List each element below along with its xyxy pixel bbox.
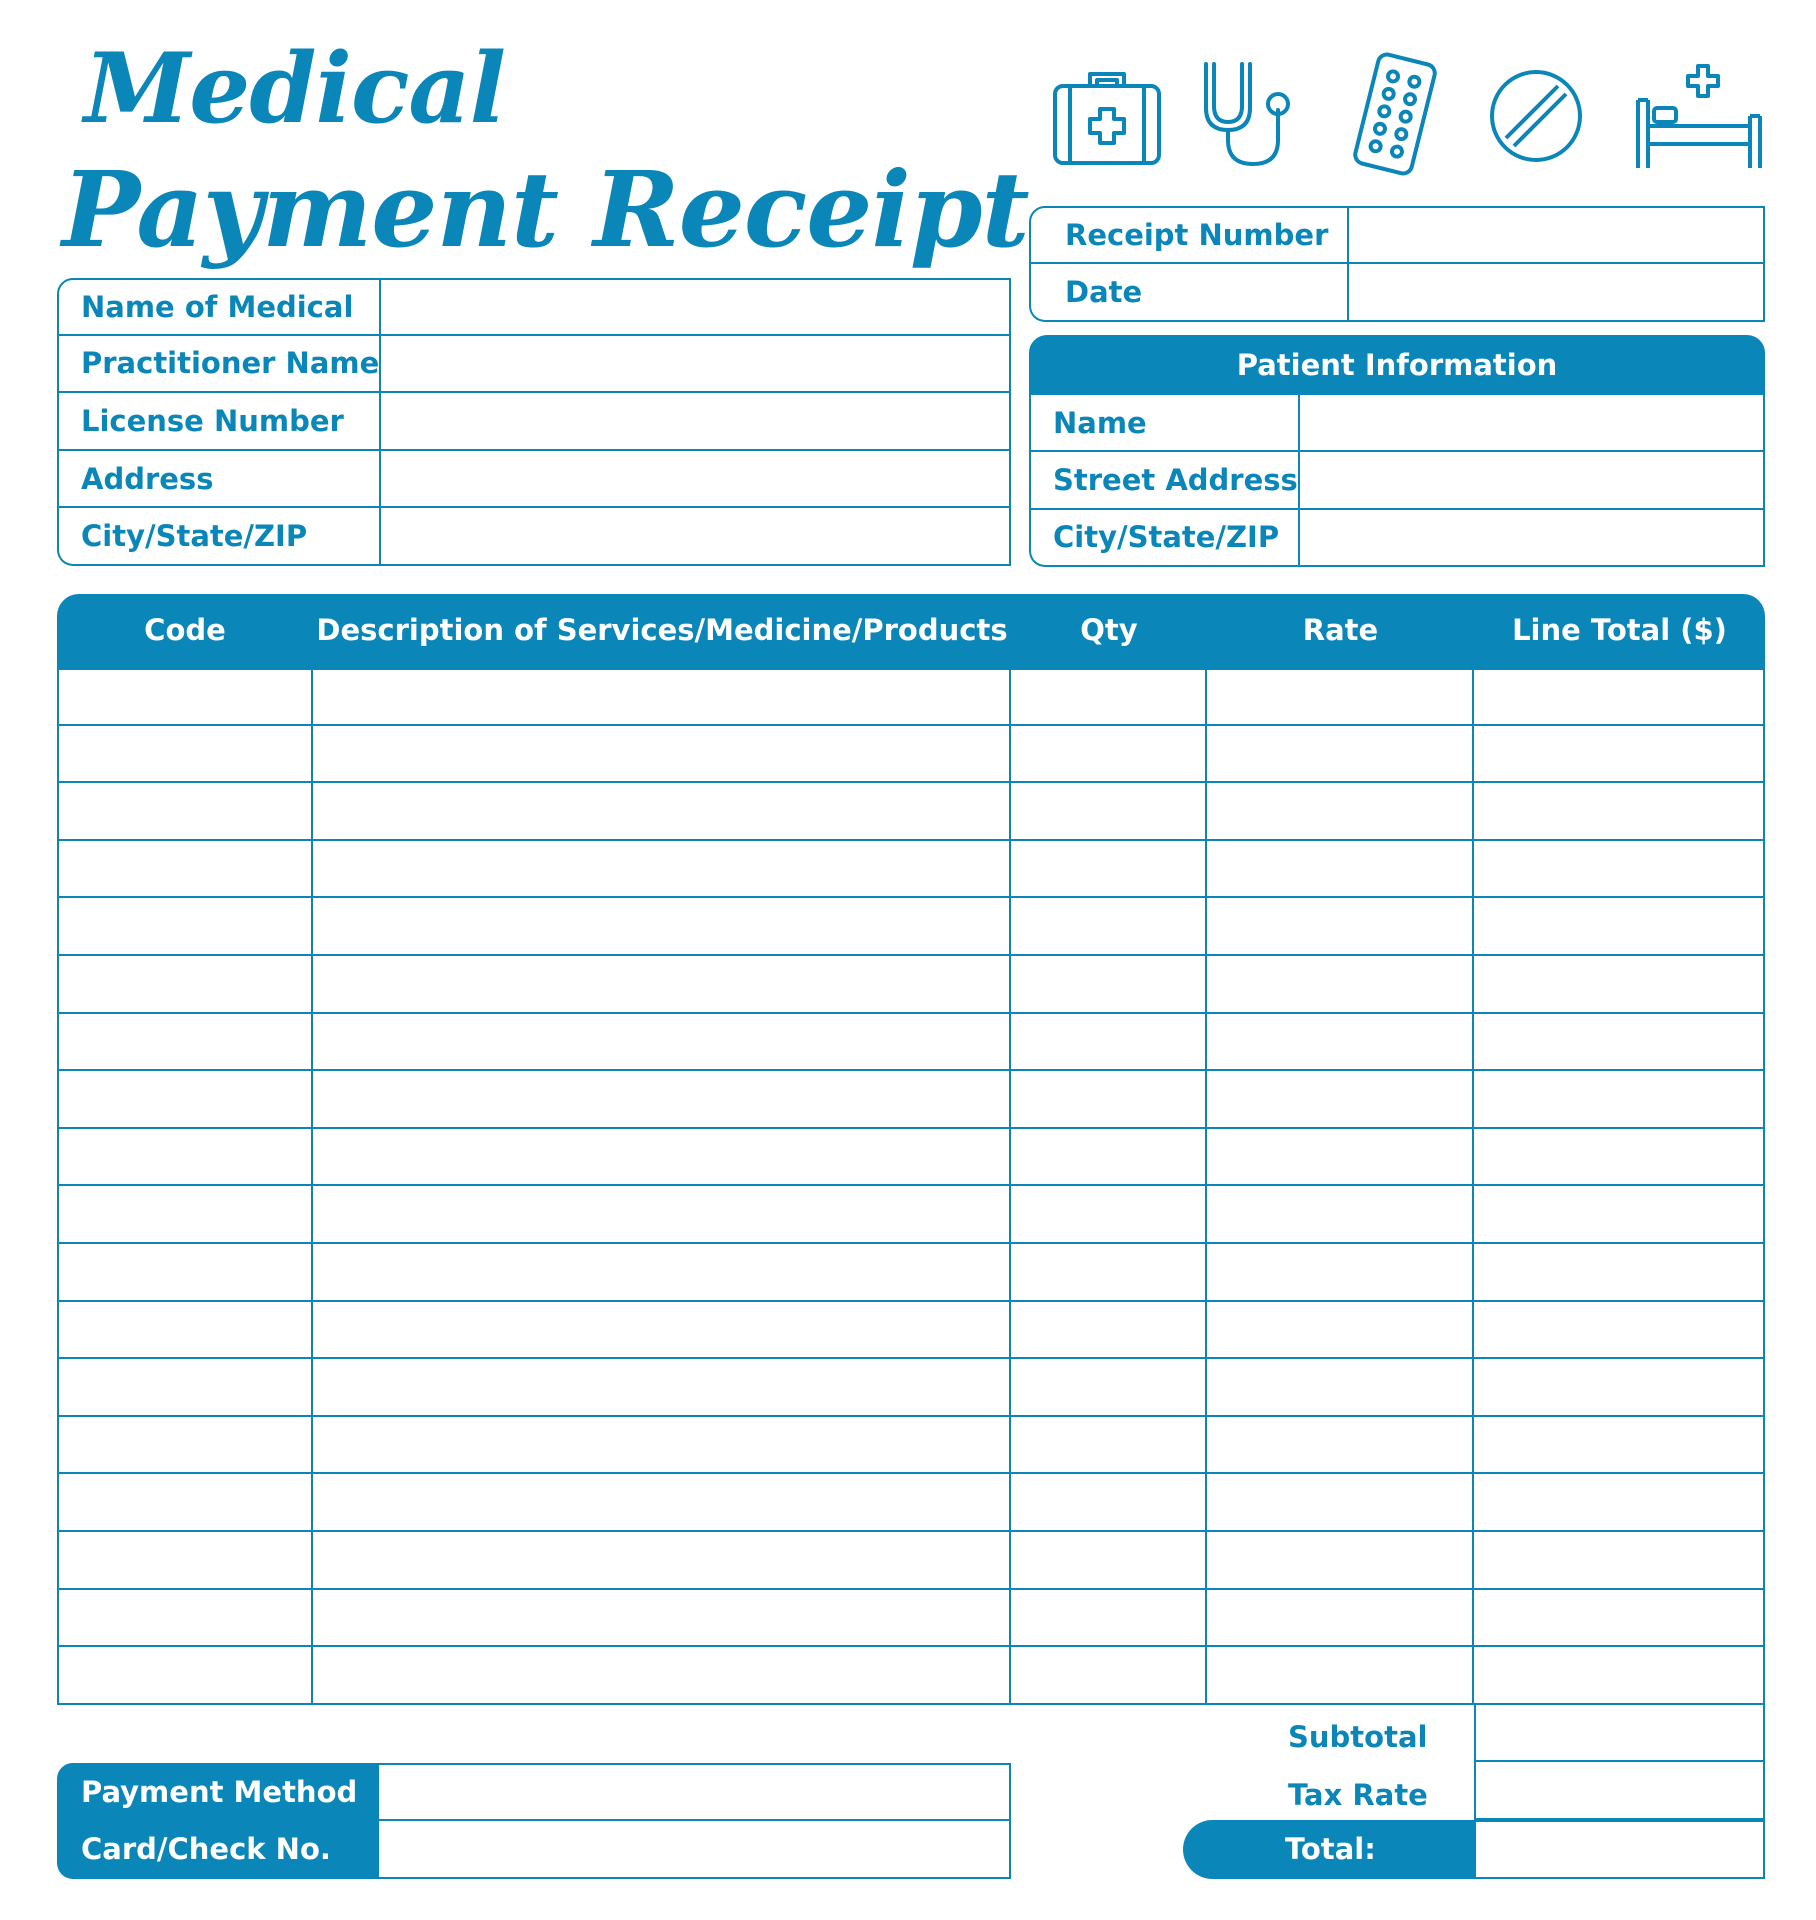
rate-cell[interactable]: [1207, 1071, 1474, 1129]
description-cell[interactable]: [313, 841, 1011, 899]
patient-info-heading: Patient Information: [1029, 335, 1765, 395]
practice-city-field[interactable]: [381, 508, 1011, 566]
line-total-cell[interactable]: [1474, 1647, 1765, 1705]
rate-cell[interactable]: [1207, 726, 1474, 784]
practice-row-address: [57, 451, 1011, 509]
column-header-code: Code: [57, 594, 313, 668]
patient-row-name: [1029, 395, 1765, 452]
qty-cell[interactable]: [1011, 726, 1207, 784]
rate-cell[interactable]: [1207, 1186, 1474, 1244]
line-total-cell[interactable]: [1474, 668, 1765, 726]
practice-name-label: Name of Medical: [57, 278, 381, 336]
table-row: [57, 956, 1765, 1014]
code-cell[interactable]: [57, 1474, 313, 1532]
code-cell[interactable]: [57, 898, 313, 956]
rate-cell[interactable]: [1207, 1474, 1474, 1532]
practice-row-license: [57, 393, 1011, 451]
description-cell[interactable]: [313, 1071, 1011, 1129]
qty-cell[interactable]: [1011, 783, 1207, 841]
table-row: [57, 1014, 1765, 1072]
practice-address-field[interactable]: [381, 451, 1011, 509]
table-row: [57, 726, 1765, 784]
table-row: [57, 1474, 1765, 1532]
code-cell[interactable]: [57, 1186, 313, 1244]
qty-cell[interactable]: [1011, 1359, 1207, 1417]
patient-street-field[interactable]: [1300, 452, 1765, 509]
total-label: Total:: [1183, 1820, 1475, 1879]
table-row: [57, 1647, 1765, 1705]
line-total-cell[interactable]: [1474, 726, 1765, 784]
total-field[interactable]: [1474, 1820, 1765, 1879]
description-cell[interactable]: [313, 1302, 1011, 1360]
tax-rate-field[interactable]: [1474, 1762, 1765, 1820]
table-row: [57, 1244, 1765, 1302]
line-total-cell[interactable]: [1474, 1186, 1765, 1244]
description-cell[interactable]: [313, 1647, 1011, 1705]
line-total-cell[interactable]: [1474, 1071, 1765, 1129]
table-row: [57, 783, 1765, 841]
practice-row-city: [57, 508, 1011, 566]
qty-cell[interactable]: [1011, 1014, 1207, 1072]
card-check-field[interactable]: [379, 1821, 1011, 1879]
description-cell[interactable]: [313, 1244, 1011, 1302]
receipt-row-number: [1029, 206, 1765, 264]
column-header-description: Description of Services/Medicine/Products: [313, 594, 1011, 668]
qty-cell[interactable]: [1011, 1302, 1207, 1360]
rate-cell[interactable]: [1207, 1532, 1474, 1590]
code-cell[interactable]: [57, 1590, 313, 1648]
tablet-pill-icon: [1488, 68, 1584, 164]
table-row: [57, 1532, 1765, 1590]
table-row: [57, 1302, 1765, 1360]
description-cell[interactable]: [313, 783, 1011, 841]
receipt-number-label: Receipt Number: [1029, 206, 1349, 264]
practitioner-name-label: Practitioner Name: [57, 336, 381, 394]
practice-row-practitioner: [57, 336, 1011, 394]
patient-street-label: Street Address: [1029, 452, 1300, 509]
license-number-label: License Number: [57, 393, 381, 451]
qty-cell[interactable]: [1011, 1532, 1207, 1590]
code-cell[interactable]: [57, 1359, 313, 1417]
subtotal-label: Subtotal: [1288, 1720, 1428, 1754]
code-cell[interactable]: [57, 1014, 313, 1072]
rate-cell[interactable]: [1207, 1359, 1474, 1417]
license-number-field[interactable]: [381, 393, 1011, 451]
qty-cell[interactable]: [1011, 1647, 1207, 1705]
rate-cell[interactable]: [1207, 1014, 1474, 1072]
patient-city-label: City/State/ZIP: [1029, 510, 1300, 567]
line-items-table: [57, 594, 1765, 1705]
practice-row-name: [57, 278, 1011, 336]
qty-cell[interactable]: [1011, 1186, 1207, 1244]
code-cell[interactable]: [57, 1071, 313, 1129]
practice-info-table: [57, 278, 1011, 566]
rate-cell[interactable]: [1207, 668, 1474, 726]
code-cell[interactable]: [57, 783, 313, 841]
line-total-cell[interactable]: [1474, 1474, 1765, 1532]
first-aid-kit-icon: [1052, 66, 1162, 166]
code-cell[interactable]: [57, 1244, 313, 1302]
description-cell[interactable]: [313, 1474, 1011, 1532]
qty-cell[interactable]: [1011, 956, 1207, 1014]
patient-name-field[interactable]: [1300, 395, 1765, 452]
table-row: [57, 668, 1765, 726]
card-check-label: Card/Check No.: [57, 1821, 379, 1879]
description-cell[interactable]: [313, 1359, 1011, 1417]
code-cell[interactable]: [57, 726, 313, 784]
practice-city-label: City/State/ZIP: [57, 508, 381, 566]
date-label: Date: [1029, 264, 1349, 322]
code-cell[interactable]: [57, 1647, 313, 1705]
date-field[interactable]: [1349, 264, 1765, 322]
qty-cell[interactable]: [1011, 1417, 1207, 1475]
patient-city-field[interactable]: [1300, 510, 1765, 567]
line-total-cell[interactable]: [1474, 1302, 1765, 1360]
code-cell[interactable]: [57, 1417, 313, 1475]
line-total-cell[interactable]: [1474, 783, 1765, 841]
description-cell[interactable]: [313, 1590, 1011, 1648]
line-total-cell[interactable]: [1474, 841, 1765, 899]
table-row: [57, 841, 1765, 899]
description-cell[interactable]: [313, 1186, 1011, 1244]
payment-method-label: Payment Method: [57, 1763, 379, 1821]
qty-cell[interactable]: [1011, 668, 1207, 726]
table-row: [57, 1071, 1765, 1129]
title-line-1: Medical: [84, 32, 506, 145]
table-row: [57, 1129, 1765, 1187]
qty-cell[interactable]: [1011, 1071, 1207, 1129]
rate-cell[interactable]: [1207, 1590, 1474, 1648]
description-cell[interactable]: [313, 1417, 1011, 1475]
code-cell[interactable]: [57, 1129, 313, 1187]
line-total-cell[interactable]: [1474, 1129, 1765, 1187]
line-total-cell[interactable]: [1474, 1590, 1765, 1648]
rate-cell[interactable]: [1207, 1417, 1474, 1475]
qty-cell[interactable]: [1011, 1129, 1207, 1187]
line-total-cell[interactable]: [1474, 1359, 1765, 1417]
line-total-cell[interactable]: [1474, 898, 1765, 956]
stethoscope-icon: [1198, 60, 1298, 170]
rate-cell[interactable]: [1207, 1647, 1474, 1705]
subtotal-field[interactable]: [1474, 1704, 1765, 1762]
qty-cell[interactable]: [1011, 1474, 1207, 1532]
line-total-cell[interactable]: [1474, 1244, 1765, 1302]
description-cell[interactable]: [313, 1014, 1011, 1072]
table-row: [57, 1359, 1765, 1417]
rate-cell[interactable]: [1207, 898, 1474, 956]
column-header-qty: Qty: [1011, 594, 1207, 668]
rate-cell[interactable]: [1207, 783, 1474, 841]
qty-cell[interactable]: [1011, 1244, 1207, 1302]
patient-info-table: [1029, 335, 1765, 567]
hospital-bed-icon: [1634, 62, 1764, 172]
line-total-cell[interactable]: [1474, 1014, 1765, 1072]
rate-cell[interactable]: [1207, 1244, 1474, 1302]
rate-cell[interactable]: [1207, 956, 1474, 1014]
payment-method-field[interactable]: [379, 1763, 1011, 1821]
line-items-body: [57, 668, 1765, 1705]
description-cell[interactable]: [313, 668, 1011, 726]
rate-cell[interactable]: [1207, 1302, 1474, 1360]
description-cell[interactable]: [313, 956, 1011, 1014]
column-header-rate: Rate: [1207, 594, 1474, 668]
pill-blister-icon: [1346, 52, 1446, 177]
code-cell[interactable]: [57, 668, 313, 726]
rate-cell[interactable]: [1207, 1129, 1474, 1187]
description-cell[interactable]: [313, 726, 1011, 784]
table-row: [57, 1417, 1765, 1475]
rate-cell[interactable]: [1207, 841, 1474, 899]
payment-row-card: [57, 1821, 1011, 1879]
patient-row-street: [1029, 452, 1765, 509]
patient-row-city: [1029, 510, 1765, 567]
code-cell[interactable]: [57, 956, 313, 1014]
practice-name-field[interactable]: [381, 278, 1011, 336]
table-row: [57, 898, 1765, 956]
line-total-cell[interactable]: [1474, 956, 1765, 1014]
payment-row-method: [57, 1763, 1011, 1821]
practitioner-name-field[interactable]: [381, 336, 1011, 394]
column-header-line-total: Line Total ($): [1474, 594, 1765, 668]
receipt-row-date: [1029, 264, 1765, 322]
line-total-cell[interactable]: [1474, 1532, 1765, 1590]
qty-cell[interactable]: [1011, 898, 1207, 956]
title-line-2: Payment Receipt: [62, 148, 1029, 271]
description-cell[interactable]: [313, 1532, 1011, 1590]
table-row: [57, 1590, 1765, 1648]
receipt-number-field[interactable]: [1349, 206, 1765, 264]
line-total-cell[interactable]: [1474, 1417, 1765, 1475]
line-items-header-row: [57, 594, 1765, 668]
qty-cell[interactable]: [1011, 1590, 1207, 1648]
code-cell[interactable]: [57, 841, 313, 899]
code-cell[interactable]: [57, 1532, 313, 1590]
code-cell[interactable]: [57, 1302, 313, 1360]
tax-rate-label: Tax Rate: [1288, 1778, 1428, 1812]
description-cell[interactable]: [313, 898, 1011, 956]
table-row: [57, 1186, 1765, 1244]
patient-name-label: Name: [1029, 395, 1300, 452]
practice-address-label: Address: [57, 451, 381, 509]
description-cell[interactable]: [313, 1129, 1011, 1187]
qty-cell[interactable]: [1011, 841, 1207, 899]
receipt-info-table: [1029, 206, 1765, 322]
payment-info-table: [57, 1763, 1011, 1879]
patient-info-header-row: [1029, 335, 1765, 395]
